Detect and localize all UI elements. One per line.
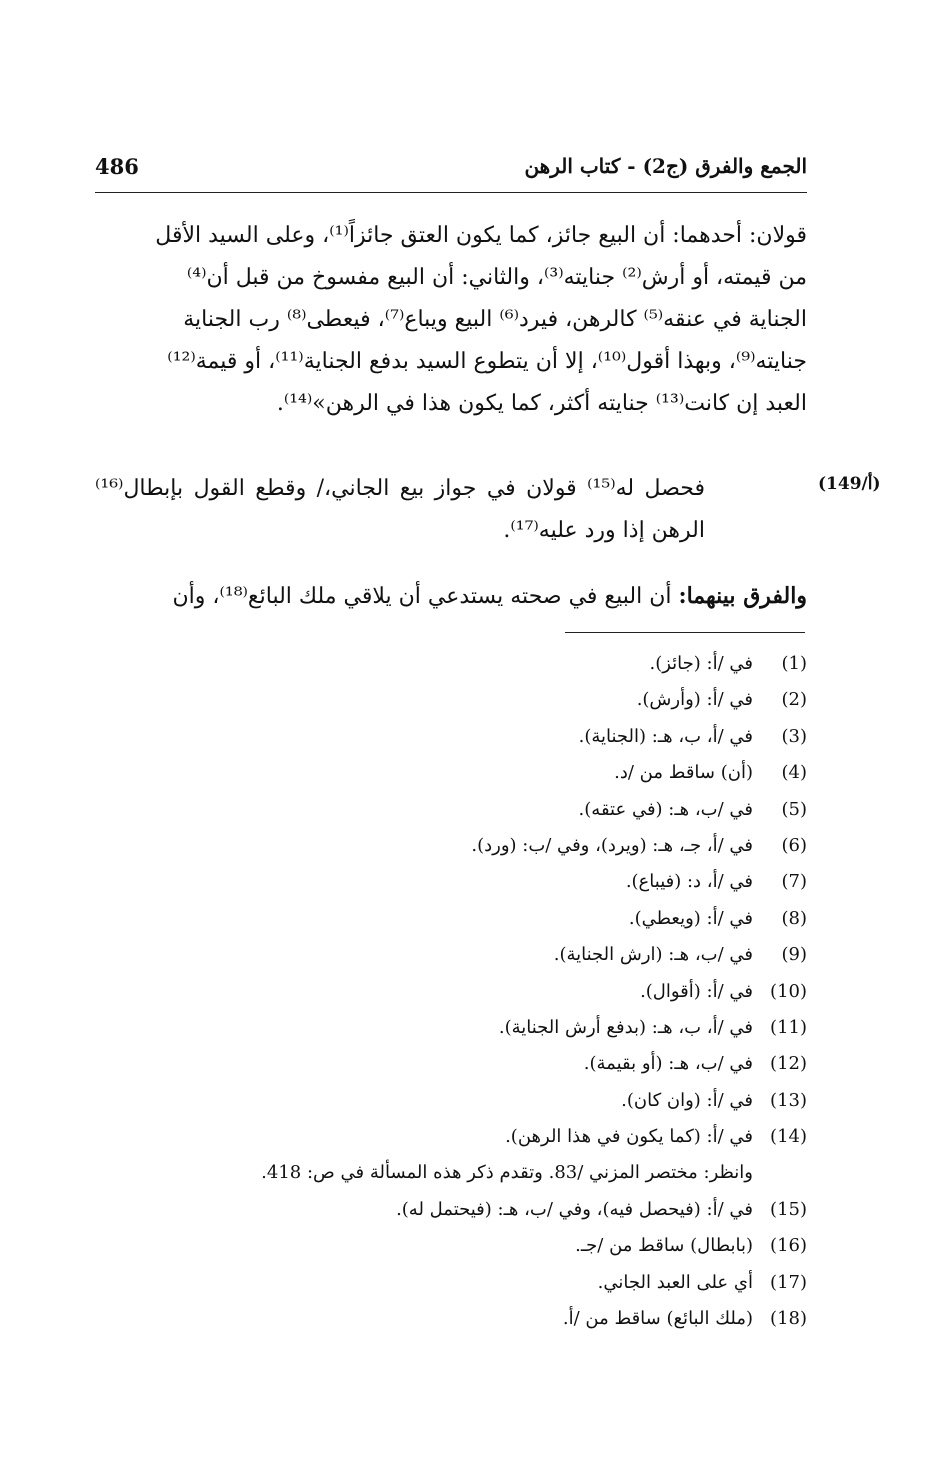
footnote-item	[95, 682, 807, 718]
footnote-number: (2)	[781, 689, 807, 711]
footnote-item	[95, 864, 807, 900]
footnote-item	[95, 755, 807, 791]
text-line: من قيمته، أو أرش⁽²⁾ جنايته⁽³⁾، والثاني: أن البيع مفسوخ من قبل أن⁽⁴⁾	[186, 265, 807, 290]
footnote-number: (14)	[770, 1126, 807, 1148]
footnote-text: في /أ، ب، هـ: (بدفع أرش الجناية).	[498, 1016, 753, 1038]
footnote-item	[95, 1083, 807, 1119]
footnote-item	[95, 646, 807, 682]
footnote-number: (10)	[770, 980, 807, 1002]
footnote-text: في /أ: (جائز).	[649, 653, 753, 674]
footnote-text: في /أ: (فيحصل فيه)، وفي /ب، هـ: (فيحتمل له).	[396, 1198, 753, 1220]
footnote-number: (13)	[770, 1089, 807, 1111]
footnote-item	[95, 1301, 807, 1337]
footnote-text: (أن) ساقط من /د.	[614, 762, 753, 784]
footnote-text: في /أ، ب، هـ: (الجناية).	[578, 725, 753, 747]
footnote-text: (بابطال) ساقط من /جـ.	[575, 1235, 753, 1257]
footnote-text: في /ب، هـ: (في عتقه).	[578, 798, 753, 820]
footnote-text: في /أ: (أقوال).	[640, 980, 753, 1002]
third-paragraph-text: أن البيع في صحته يستدعي أن يلاقي ملك البائع⁽¹⁸⁾، وأن	[172, 584, 679, 609]
footnote-text: في /أ، جـ، هـ: (ويرد)، وفي /ب: (ورد).	[471, 834, 753, 856]
footnote-text: أي على العبد الجاني.	[597, 1271, 753, 1293]
footnote-text: وانظر: مختصر المزني /83. وتقدم ذكر هذه المسألة في ص: 418.	[261, 1162, 753, 1184]
footnote-text: في /أ، د: (فيباع).	[625, 871, 753, 893]
footnote-item	[95, 1265, 807, 1301]
footnote-number: (9)	[781, 944, 807, 966]
page-number: 486	[95, 154, 139, 179]
footnote-number: (1)	[781, 653, 807, 674]
footnote-item	[95, 1192, 807, 1228]
text-line: جنايته⁽⁹⁾، وبهذا أقول⁽¹⁰⁾، إلا أن يتطوع السيد بدفع الجناية⁽¹¹⁾، أو قيمة⁽¹²⁾	[167, 349, 807, 374]
footnote-number: (15)	[770, 1198, 807, 1220]
second-paragraph: فحصل له⁽¹⁵⁾ قولان في جواز بيع الجاني،/ وقطع القول بإبطال⁽¹⁶⁾ الرهن إذا ورد عليه⁽¹⁷⁾.	[95, 476, 705, 543]
footnote-number: (8)	[781, 907, 807, 929]
footnote-item	[95, 1046, 807, 1082]
footnote-text: في /أ: (كما يكون في هذا الرهن).	[505, 1126, 753, 1148]
footnote-number: (11)	[770, 1016, 807, 1038]
manuscript-folio-ref: (149/أ)	[818, 474, 881, 494]
text-line: قولان: أحدهما: أن البيع جائز، كما يكون العتق جائزاً⁽¹⁾، وعلى السيد الأقل	[155, 223, 807, 248]
running-title: الجمع والفرق (ج2) - كتاب الرهن	[524, 154, 807, 178]
difference-heading: والفرق بينهما:	[678, 583, 807, 609]
footnote-number: (18)	[770, 1308, 807, 1330]
footnote-item	[95, 828, 807, 864]
footnote-item	[95, 792, 807, 828]
text-line: الجناية في عنقه⁽⁵⁾ كالرهن، فيرد⁽⁶⁾ البيع ويباع⁽⁷⁾، فيعطى⁽⁸⁾ رب الجناية	[183, 307, 807, 332]
footnote-number: (6)	[781, 834, 807, 856]
footnote-item	[95, 1119, 807, 1155]
main-paragraph	[95, 215, 807, 425]
footnote-text: (ملك البائع) ساقط من /أ.	[562, 1308, 753, 1330]
footnote-text: في /ب، هـ: (أو بقيمة).	[583, 1053, 753, 1075]
footnote-item	[95, 901, 807, 937]
footnote-number: (17)	[770, 1271, 807, 1293]
footnotes-list	[95, 646, 807, 1337]
footnote-item	[95, 974, 807, 1010]
footnote-item	[95, 1010, 807, 1046]
footnote-number: (4)	[781, 762, 807, 784]
third-paragraph	[95, 575, 807, 618]
footnote-text: في /أ: (وان كان).	[621, 1089, 753, 1111]
footnote-text: في /أ: (ويعطي).	[628, 907, 753, 929]
footnote-separator	[565, 632, 805, 633]
footnote-item	[95, 1228, 807, 1264]
footnote-number: (16)	[770, 1235, 807, 1257]
footnote-number: (3)	[781, 725, 807, 747]
footnote-item	[95, 937, 807, 973]
footnote-number: (5)	[781, 798, 807, 820]
footnote-item	[95, 719, 807, 755]
text-line: العبد إن كانت⁽¹³⁾ جنايته أكثر، كما يكون هذا في الرهن»⁽¹⁴⁾.	[276, 391, 807, 416]
footnote-continuation	[95, 1155, 807, 1191]
footnote-number: (7)	[781, 871, 807, 893]
page-header	[95, 150, 807, 193]
footnote-number: (12)	[770, 1053, 807, 1075]
footnote-text: في /أ: (وأرش).	[636, 689, 753, 711]
footnote-text: في /ب، هـ: (ارش الجناية).	[553, 944, 753, 966]
